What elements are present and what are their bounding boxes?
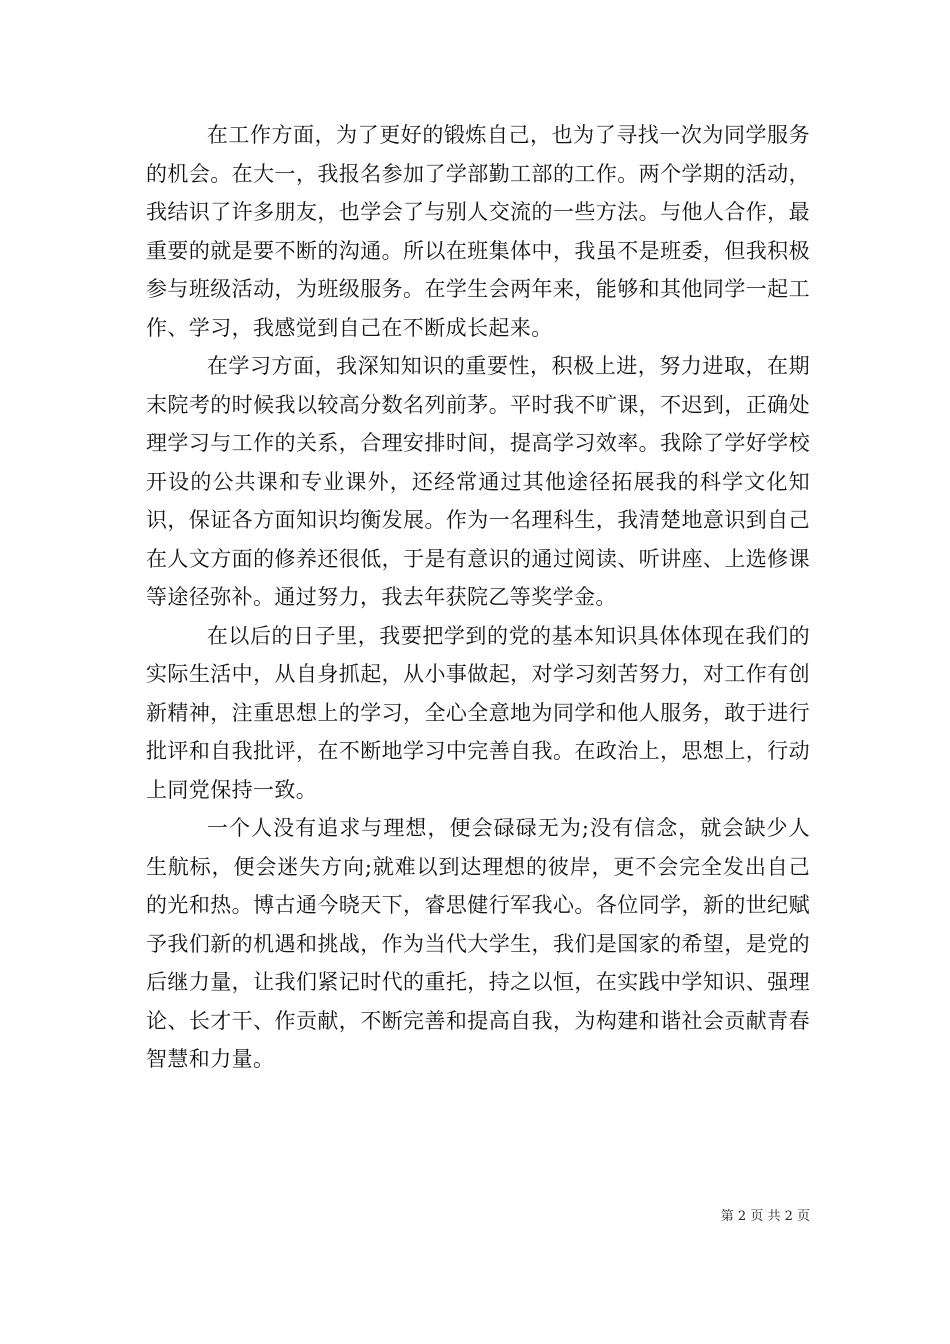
paragraph-study: 在学习方面，我深知知识的重要性，积极上进，努力进取，在期末院考的时候我以较高分数名列前茅。平时我不旷课，不迟到，正确处理学习与工作的关系，合理安排时间，提高学习效率。我除了学好学校开设的公共课和专业课外，还经常通过其他途径拓展我的科学文化知识，保证各方面知识均衡发展。作为一名理科生，我清楚地意识到自己在人文方面的修养还很低，于是有意识的通过阅读、听讲座、上选修课等途径弥补。通过努力，我去年获院乙等奖学金。 <box>146 354 810 609</box>
paragraph-future: 在以后的日子里，我要把学到的党的基本知识具体体现在我们的实际生活中，从自身抓起，从小事做起，对学习刻苦努力，对工作有创新精神，注重思想上的学习，全心全意地为同学和他人服务，敢于进行批评和自我批评，在不断地学习中完善自我。在政治上，思想上，行动上同党保持一致。 <box>146 623 810 802</box>
paragraph-work: 在工作方面，为了更好的锻炼自己，也为了寻找一次为同学服务的机会。在大一，我报名参加了学部勤工部的工作。两个学期的活动，我结识了许多朋友，也学会了与别人交流的一些方法。与他人合作，最重要的就是要不断的沟通。所以在班集体中，我虽不是班委，但我积极参与班级活动，为班级服务。在学生会两年来，能够和其他同学一起工作、学习，我感觉到自己在不断成长起来。 <box>146 123 810 340</box>
page-number-footer: 第 2 页 共 2 页 <box>720 1209 810 1224</box>
paragraph-ideals: 一个人没有追求与理想，便会碌碌无为;没有信念，就会缺少人生航标，便会迷失方向;就难以到达理想的彼岸，更不会完全发出自己的光和热。博古通今晓天下，睿思健行军我心。各位同学，新的世纪赋予我们新的机遇和挑战，作为当代大学生，我们是国家的希望，是党的后继力量，让我们紧记时代的重托，持之以恒，在实践中学知识、强理论、长才干、作贡献，不断完善和提高自我，为构建和谐社会贡献青春智慧和力量。 <box>146 816 810 1071</box>
document-body <box>146 116 810 1079</box>
